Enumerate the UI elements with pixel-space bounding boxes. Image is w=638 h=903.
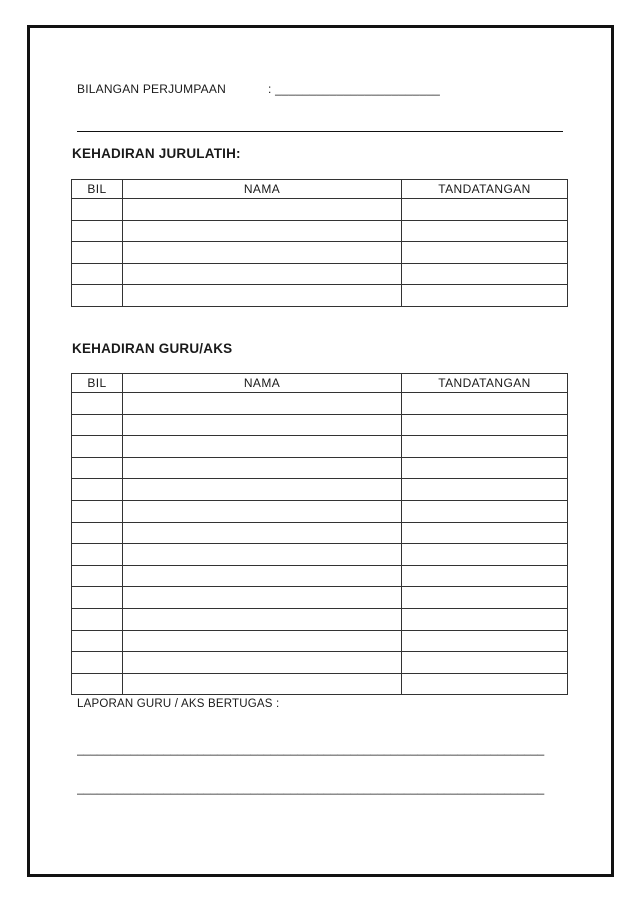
- coach-attendance-table: [71, 179, 568, 307]
- cell-bil[interactable]: [72, 544, 123, 566]
- table-header-row: [72, 374, 568, 393]
- cell-nama[interactable]: [123, 522, 402, 544]
- meeting-count-field[interactable]: : ________________________: [268, 82, 441, 96]
- cell-nama[interactable]: [123, 630, 402, 652]
- cell-tandatangan[interactable]: [402, 436, 568, 458]
- cell-tandatangan[interactable]: [402, 652, 568, 674]
- cell-bil[interactable]: [72, 263, 123, 285]
- cell-nama[interactable]: [123, 479, 402, 501]
- cell-bil[interactable]: [72, 414, 123, 436]
- cell-tandatangan[interactable]: [402, 673, 568, 695]
- cell-tandatangan[interactable]: [402, 199, 568, 221]
- cell-bil[interactable]: [72, 479, 123, 501]
- cell-bil[interactable]: [72, 199, 123, 221]
- cell-tandatangan[interactable]: [402, 500, 568, 522]
- cell-tandatangan[interactable]: [402, 220, 568, 242]
- table-row: [72, 479, 568, 501]
- cell-nama[interactable]: [123, 587, 402, 609]
- header-nama: NAMA: [123, 374, 402, 393]
- duty-report-label: LAPORAN GURU / AKS BERTUGAS :: [77, 698, 280, 710]
- table-row: [72, 457, 568, 479]
- divider: [77, 131, 563, 132]
- cell-bil[interactable]: [72, 242, 123, 264]
- table-row: [72, 263, 568, 285]
- cell-tandatangan[interactable]: [402, 479, 568, 501]
- cell-tandatangan[interactable]: [402, 285, 568, 307]
- table-row: [72, 652, 568, 674]
- table-row: [72, 285, 568, 307]
- cell-nama[interactable]: [123, 199, 402, 221]
- cell-nama[interactable]: [123, 436, 402, 458]
- header-bil: BIL: [72, 374, 123, 393]
- cell-bil[interactable]: [72, 565, 123, 587]
- cell-bil[interactable]: [72, 608, 123, 630]
- teacher-rows: [72, 393, 568, 695]
- cell-tandatangan[interactable]: [402, 630, 568, 652]
- table-row: [72, 500, 568, 522]
- table-row: [72, 544, 568, 566]
- cell-tandatangan[interactable]: [402, 608, 568, 630]
- table-row: [72, 522, 568, 544]
- cell-bil[interactable]: [72, 220, 123, 242]
- cell-bil[interactable]: [72, 393, 123, 415]
- cell-nama[interactable]: [123, 608, 402, 630]
- cell-tandatangan[interactable]: [402, 457, 568, 479]
- cell-bil[interactable]: [72, 630, 123, 652]
- report-line-2[interactable]: ______________________________________________________________________: [77, 781, 545, 795]
- cell-nama[interactable]: [123, 285, 402, 307]
- cell-nama[interactable]: [123, 457, 402, 479]
- table-header-row: [72, 180, 568, 199]
- cell-nama[interactable]: [123, 544, 402, 566]
- cell-bil[interactable]: [72, 436, 123, 458]
- cell-nama[interactable]: [123, 220, 402, 242]
- cell-bil[interactable]: [72, 652, 123, 674]
- teacher-attendance-table: [71, 373, 568, 695]
- header-bil: BIL: [72, 180, 123, 199]
- cell-bil[interactable]: [72, 522, 123, 544]
- cell-bil[interactable]: [72, 500, 123, 522]
- cell-bil[interactable]: [72, 587, 123, 609]
- header-nama: NAMA: [123, 180, 402, 199]
- table-row: [72, 242, 568, 264]
- cell-nama[interactable]: [123, 393, 402, 415]
- coach-rows: [72, 199, 568, 307]
- table-row: [72, 587, 568, 609]
- cell-tandatangan[interactable]: [402, 414, 568, 436]
- table-row: [72, 199, 568, 221]
- cell-tandatangan[interactable]: [402, 544, 568, 566]
- coach-attendance-title: KEHADIRAN JURULATIH:: [72, 146, 241, 161]
- cell-tandatangan[interactable]: [402, 242, 568, 264]
- cell-tandatangan[interactable]: [402, 565, 568, 587]
- cell-nama[interactable]: [123, 652, 402, 674]
- cell-nama[interactable]: [123, 242, 402, 264]
- table-row: [72, 565, 568, 587]
- table-row: [72, 608, 568, 630]
- cell-nama[interactable]: [123, 500, 402, 522]
- cell-bil[interactable]: [72, 457, 123, 479]
- cell-nama[interactable]: [123, 263, 402, 285]
- table-row: [72, 220, 568, 242]
- table-row: [72, 630, 568, 652]
- table-row: [72, 436, 568, 458]
- table-row: [72, 393, 568, 415]
- cell-tandatangan[interactable]: [402, 393, 568, 415]
- cell-nama[interactable]: [123, 414, 402, 436]
- cell-nama[interactable]: [123, 673, 402, 695]
- teacher-attendance-title: KEHADIRAN GURU/AKS: [72, 341, 233, 356]
- cell-nama[interactable]: [123, 565, 402, 587]
- table-row: [72, 414, 568, 436]
- meeting-count-label: BILANGAN PERJUMPAAN: [77, 82, 226, 96]
- cell-bil[interactable]: [72, 673, 123, 695]
- cell-tandatangan[interactable]: [402, 587, 568, 609]
- table-row: [72, 673, 568, 695]
- header-tandatangan: TANDATANGAN: [402, 374, 568, 393]
- cell-tandatangan[interactable]: [402, 522, 568, 544]
- report-line-1[interactable]: ______________________________________________________________________: [77, 742, 545, 756]
- header-tandatangan: TANDATANGAN: [402, 180, 568, 199]
- cell-bil[interactable]: [72, 285, 123, 307]
- cell-tandatangan[interactable]: [402, 263, 568, 285]
